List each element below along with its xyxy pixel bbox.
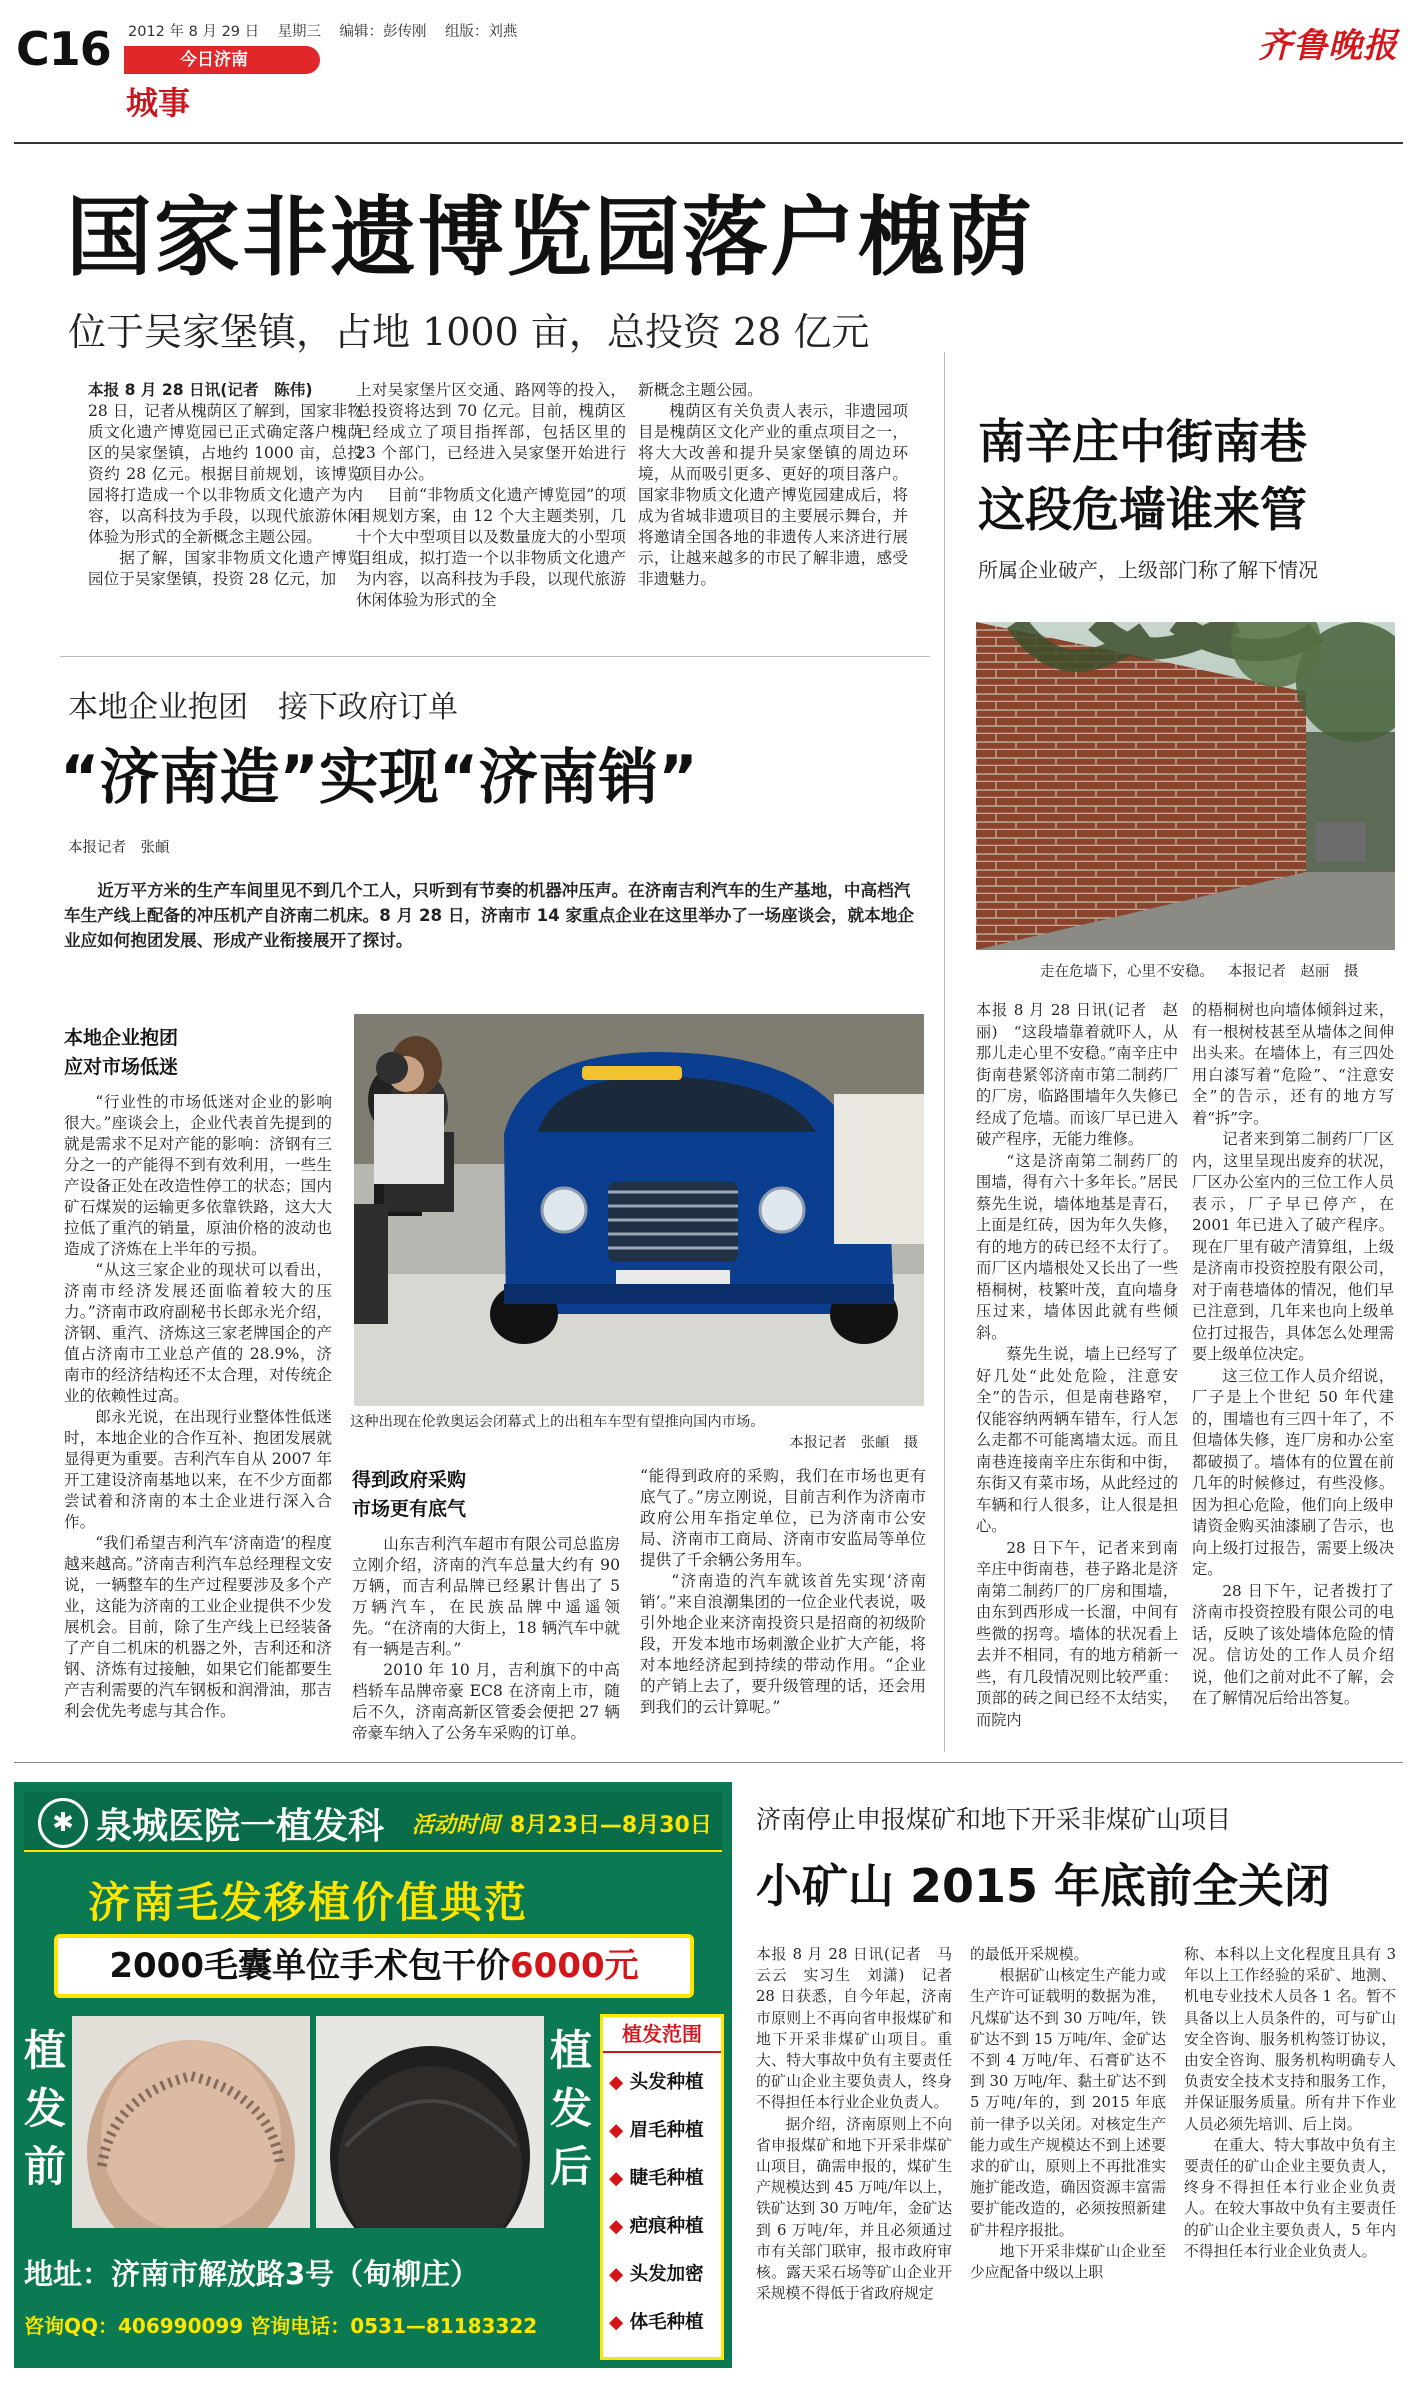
story2-para: 郎永光说，在出现行业整体性低迷时，本地企业的合作互补、抱团发展就显得更为重要。吉利汽车自从 2007 年开工建设济南基地以来，在不少方面都尝试着和济南的本土企业进行深入合作。 — [64, 1408, 332, 1531]
diamond-bullet-icon: ◆ — [609, 2264, 630, 2285]
layout-editor: 组版：刘燕 — [444, 24, 518, 40]
before-photo — [72, 2016, 310, 2228]
weekday: 星期三 — [277, 24, 322, 40]
story2-subhead-1b: 应对市场低迷 — [64, 1056, 179, 1078]
story3-para: 的梧桐树也向墙体倾斜过来，有一根树枝甚至从墙体之间伸出头来。在墙体上，有三四处用白漆写着“危险”、“注意安全”的告示，还有的地方写着“拆”字。 — [1192, 1001, 1394, 1127]
story4-para: 的最低开采规模。 — [970, 1946, 1089, 1963]
story2-kicker: 本地企业抱团 接下政府订单 — [68, 690, 458, 725]
ad-scope-panel — [600, 2014, 724, 2360]
ad-event-label: 活动时间 — [412, 1813, 501, 1838]
ad-scope-item — [603, 2059, 721, 2107]
story2-byline: 本报记者 张頔 — [68, 840, 170, 856]
story2-para: “行业性的市场低迷对企业的影响很大。”座谈会上，企业代表首先提到的就是需求不足对产能的影响：济钢有三分之一的产能得不到有效利用，一些生产设备正处在改造性停工的状态；国内矿石煤炭的运输更多依靠铁路，这大大拉低了重汽的销量，原油价格的波动也造成了济炼在上半年的亏损。 — [64, 1093, 332, 1258]
story2-subhead-2a: 得到政府采购 — [352, 1469, 467, 1491]
story2-lead — [64, 878, 924, 978]
story2-col2 — [352, 1466, 620, 1748]
car-photo-caption-text: 这种出现在伦敦奥运会闭幕式上的出租车车型有望推向国内市场。 — [350, 1414, 765, 1430]
ad-scope-item — [603, 2203, 721, 2251]
story2-subhead-1a: 本地企业抱团 — [64, 1027, 179, 1049]
story2-para: 2010 年 10 月，吉利旗下的中高档轿车品牌帝豪 EC8 在济南上市，随后不久，济南高新区管委会便把 27 辆帝豪车纳入了公务车采购的订单。 — [352, 1661, 620, 1742]
newspaper-logo: 齐鲁晚报 — [1258, 26, 1398, 66]
story1-para: 槐荫区有关负责人表示，非遗园项目是槐荫区文化产业的重点项目之一，将大大改善和提升吴家堡镇的周边环境，从而吸引更多、更好的项目落户。国家非物质文化遗产博览园建成后，将成为省城非遗项目的主要展示舞台，并将邀请全国各地的非遗传人来济进行展示，让越来越多的市民了解非遗，感受非遗魅力。 — [638, 402, 908, 588]
masthead — [0, 0, 1417, 140]
ad-before-label: 植发前 — [23, 2026, 66, 2191]
ad-scope-item-label: 疤痕种植 — [629, 2216, 704, 2237]
story1-para: 上对吴家堡片区交通、路网等的投入，总投资将达到 70 亿元。目前，槐荫区已经成立了项目指挥部，包括区里的 23 个部门，已经进入吴家堡开始进行项目办公。 — [356, 381, 626, 483]
story1-para: 目前“非物质文化遗产博览园”的项目规划方案，由 12 个大主题类别，几十个大中型项目以及数量庞大的小型项目组成，拟打造一个以非物质文化遗产为内容，以高科技为手段，以现代旅游休闲体验为形式的全 — [356, 486, 626, 609]
car-photo — [354, 1014, 924, 1406]
car-photo-caption — [350, 1412, 930, 1454]
story3-para: 记者来到第二制药厂厂区内，这里呈现出废弃的状况，厂区办公室内的三位工作人员表示，厂子早已停产，在 2001 年已进入了破产程序。现在厂里有破产清算组，上级是济南市投资控股有限公司，对于南巷墙体的情况，他们早已注意到，几年来也向上级单位打过报告，具体怎么处理需要上级单位决定。 — [1192, 1130, 1394, 1363]
story1-para: 28 日，记者从槐荫区了解到，国家非物质文化遗产博览园已正式确定落户槐荫区的吴家堡镇，占地约 1000 亩，总投资约 28 亿元。根据目前规划，该博览园将打造成一个以非物质文化遗产为内容，以高科技为手段，以现代旅游休闲体验为形式的全新概念主题公园。 — [88, 402, 363, 546]
story2-subhead-2b: 市场更有底气 — [352, 1498, 467, 1520]
story3-col1 — [976, 1000, 1178, 1746]
story4-para: 本报 8 月 28 日讯(记者 马云云 实习生 刘潇) 记者 28 日获悉，自今年起，济南市原则上不再向省申报煤矿和地下开采非煤矿山项目。重大、特大事故中负有主要责任的矿山企业主要负责人，终身不得担任本行业企业负责人。 — [756, 1946, 952, 2112]
story4-para: 据介绍，济南原则上不向省申报煤矿和地下开采非煤矿山项目，确需申报的，煤矿生产规模达到 45 万吨/年以上，铁矿达到 30 万吨/年，金矿达到 6 万吨/年，并且必须通过市有关部门联审，报市政府审核。露天采石场等矿山企业开采规模不得低于省政府规定 — [756, 2115, 952, 2303]
story1-byline: 本报 8 月 28 日讯(记者 陈伟) — [88, 381, 313, 399]
ad-scope-item — [603, 2251, 721, 2299]
ad-contact: 咨询QQ：406990099 咨询电话：0531—81183322 — [24, 2314, 538, 2338]
page-number: C16 — [16, 22, 111, 76]
story4-para: 称、本科以上文化程度且具有 3 年以上工作经验的采矿、地测、机电专业技术人员各 1 名。暂不具备以上人员条件的，可与矿山安全咨询、服务机构签订协议，由安全咨询、服务机构明确专人负责安全技术支持和服务工作，并保证服务质量。所有井下作业人员必须先培训、后上岗。 — [1184, 1946, 1396, 2133]
story1-subhead: 位于吴家堡镇，占地 1000 亩，总投资 28 亿元 — [68, 310, 870, 354]
story2-para: “能得到政府的采购，我们在市场也更有底气了。”房立刚说，目前吉利作为济南市政府公用车指定单位，已为济南市公安局、济南市工商局、济南市安监局等单位提供了千余辆公务用车。 — [640, 1467, 926, 1569]
after-photo-image — [316, 2016, 544, 2228]
story2-para: “从这三家企业的现状可以看出，济南市经济发展还面临着较大的压力。”济南市政府副秘书长郎永光介绍，济钢、重汽、济炼这三家老牌国企的产值占济南市工业总产值的 28.9%，济南市的经济结构还不太合理，对传统企业的依赖性过高。 — [64, 1261, 332, 1405]
ad-after-label: 植发后 — [549, 2026, 592, 2191]
story2-col3 — [640, 1466, 926, 1748]
diamond-bullet-icon: ◆ — [609, 2168, 630, 2189]
story4-para: 根据矿山核定生产能力或生产许可证载明的数据为准，凡煤矿达不到 30 万吨/年，铁矿达不到 15 万吨/年、金矿达不到 4 万吨/年、石膏矿达不到 30 万吨/年、黏土矿达不到 5 万吨/年的，到 2015 年底前一律予以关闭。对核定生产能力或生产规模达不到上述要求的矿山，原则上不再批准实施扩能改造，确因资源丰富需要扩能改造的，必须按照新建矿井程序报批。 — [970, 1967, 1166, 2239]
story1-divider — [944, 352, 945, 1752]
story3-headline-line1: 南辛庄中街南巷 — [978, 415, 1307, 470]
story2-lead-text: 近万平方米的生产车间里见不到几个工人，只听到有节奏的机器冲压声。在济南吉利汽车的生产基地，中高档汽车生产线上配备的冲压机产自济南二机床。8 月 28 日，济南市 14 家重点企业在这里举办了一场座谈会，就本地企业应如何抱团发展、形成产业衔接展开了探讨。 — [64, 881, 914, 950]
story2-col1 — [64, 1024, 332, 1748]
ad-scope-item-label: 头发加密 — [629, 2264, 704, 2285]
story2-para: “我们希望吉利汽车‘济南造’的程度越来越高。”济南吉利汽车总经理程文安说，一辆整车的生产过程要涉及多个产业，这能为济南的工业企业提供不少发展机会。目前，除了生产线上已经装备了产自二机床的机器之外，吉利还和济钢、济炼有过接触，如果它们能都要生产吉利需要的汽车钢板和润滑油，那吉利会优先考虑与其合作。 — [64, 1534, 332, 1720]
story2-headline: “济南造”实现“济南销” — [60, 743, 698, 813]
story1-col3 — [638, 380, 908, 626]
story4-col3 — [1184, 1944, 1396, 2376]
diamond-bullet-icon: ◆ — [609, 2216, 630, 2237]
wall-photo — [976, 622, 1395, 950]
story3-para: 28 日下午，记者拨打了济南市投资控股有限公司的电话，反映了该处墙体危险的情况。信访处的工作人员介绍说，他们之前对此不了解，会在了解情况后给出答复。 — [1192, 1581, 1394, 1707]
story1-para: 新概念主题公园。 — [638, 381, 763, 399]
hospital-logo-icon: ✱ — [38, 1798, 88, 1848]
ad-event-dates: 8月23日—8月30日 — [510, 1813, 712, 1838]
story3-para: 28 日下午，记者来到南辛庄中街南巷，巷子路北是济南第二制药厂的厂房和围墙，由东到西形成一长溜，中间有些微的拐弯。墙体的状况看上去并不相同，有的地方稍新一些，有几段情况则比较严重：顶部的砖之间已经不太结实，而院内 — [976, 1538, 1178, 1729]
story3-para: “这是济南第二制药厂的围墙，得有六十多年长。”居民蔡先生说，墙体地基是青石，上面是红砖，因为年久失修，有的地方的砖已经不太行了。而厂区内墙根处又长出了一些梧桐树，枝繁叶茂，直向墙身压过来，墙体因此就有些倾斜。 — [976, 1151, 1178, 1342]
story1-para: 据了解，国家非物质文化遗产博览园位于吴家堡镇，投资 28 亿元，加 — [88, 549, 363, 588]
story2-top-rule — [60, 656, 930, 657]
wall-photo-image — [976, 622, 1395, 950]
ad-scope-item — [603, 2155, 721, 2203]
story4-col1 — [756, 1944, 952, 2376]
story3-subhead: 所属企业破产，上级部门称了解下情况 — [978, 558, 1318, 582]
wall-photo-caption-text: 走在危墙下，心里不安稳。 — [1040, 964, 1214, 980]
story3-headline-line2: 这段危墙谁来管 — [978, 483, 1307, 538]
ad-scope-item-label: 体毛种植 — [629, 2312, 704, 2333]
diamond-bullet-icon: ◆ — [609, 2072, 630, 2093]
ad-scope-item-label: 头发种植 — [629, 2072, 704, 2093]
before-photo-image — [72, 2016, 310, 2228]
ad-scope-item — [603, 2107, 721, 2155]
story3-para: 蔡先生说，墙上已经写了好几处“此处危险，注意安全”的告示，但是南巷路窄，仅能容纳两辆车错车，行人怎么走都不可能离墙太远。而且南巷连接南辛庄东街和中街，东街又有菜市场，从此经过的车辆和行人很多，让人很是担心。 — [976, 1345, 1178, 1535]
hospital-ad — [14, 1782, 732, 2368]
section-title: 城事 — [126, 84, 191, 122]
issue-date: 2012 年 8 月 29 日 — [128, 24, 260, 40]
wall-photo-credit: 本报记者 赵丽 摄 — [1227, 964, 1359, 980]
story4-para: 地下开采非煤矿山企业至少应配备中级以上职 — [970, 2242, 1166, 2282]
story3-para: 这三位工作人员介绍说，厂子是上个世纪 50 年代建的，围墙也有三四十年了，不但墙体失修，连厂房和办公室都破损了。墙体有的位置在前几年的时候修过，有些没修。因为担心危险，他们向上级申请资金购买油漆刷了告示，也向上级打过报告，需要上级决定。 — [1192, 1366, 1394, 1578]
ad-scope-item — [603, 2299, 721, 2347]
ad-price: 6000元 — [510, 1946, 639, 1986]
ad-price-prefix: 2000毛囊单位手术包干价 — [109, 1946, 510, 1986]
story4-para: 在重大、特大事故中负有主要责任的矿山企业主要负责人，终身不得担任本行业企业负责人。在较大事故中负有主要责任的矿山企业主要负责人，5 年内不得担任本行业企业负责人。 — [1184, 2136, 1396, 2260]
ad-slogan: 济南毛发移植价值典范 — [88, 1878, 529, 1927]
date-line — [128, 20, 517, 41]
diamond-bullet-icon: ◆ — [609, 2120, 630, 2141]
masthead-rule — [14, 142, 1403, 144]
story2-para: 山东吉利汽车超市有限公司总监房立刚介绍，济南的汽车总量大约有 90 万辆，而吉利品牌已经累计售出了 5 万辆汽车，在民族品牌中遥遥领先。“在济南的大街上，18 辆汽车中就有一辆是吉利。” — [352, 1535, 620, 1658]
story2-para: “济南造的汽车就该首先实现‘济南销’。”来自浪潮集团的一位企业代表说，吸引外地企业来济南投资只是招商的初级阶段，开发本地市场刺激企业扩大产能，将对本地经济起到持续的带动作用。“企业的产销上去了，要升级管理的话，还会用到我们的云计算呢。” — [640, 1572, 926, 1716]
story3-para: 本报 8 月 28 日讯(记者 赵丽) “这段墙靠着就吓人，从那儿走心里不安稳。”南辛庄中街南巷紧邻济南市第二制药厂的厂房，临路围墙年久失修已经成了危墙。而该厂早已进入破产程序，无能力维修。 — [976, 1001, 1178, 1148]
ad-scope-list — [603, 2053, 721, 2347]
ad-scope-item-label: 睫毛种植 — [629, 2168, 704, 2189]
ad-scope-title: 植发范围 — [603, 2017, 721, 2053]
ad-price-banner — [54, 1934, 694, 1998]
diamond-bullet-icon: ◆ — [609, 2312, 630, 2333]
story4-headline: 小矿山 2015 年底前全关闭 — [756, 1859, 1331, 1913]
car-photo-image — [354, 1014, 924, 1406]
editor: 编辑：彭传刚 — [339, 24, 427, 40]
after-photo — [316, 2016, 544, 2228]
ad-hospital-name: 泉城医院一植发科 — [96, 1806, 385, 1847]
story1-col1 — [88, 380, 363, 626]
wall-photo-caption — [1040, 962, 1400, 983]
ad-address: 地址：济南市解放路3号（甸柳庄） — [24, 2257, 480, 2291]
lower-section-rule — [14, 1762, 1403, 1763]
car-photo-credit: 本报记者 张頔 摄 — [789, 1435, 918, 1451]
story3-col2 — [1192, 1000, 1394, 1746]
story1-headline: 国家非遗博览园落户槐荫 — [66, 188, 1034, 288]
story4-kicker: 济南停止申报煤矿和地下开采非煤矿山项目 — [756, 1805, 1232, 1834]
story4-col2 — [970, 1944, 1166, 2376]
section-tag: 今日济南 — [124, 46, 320, 74]
ad-scope-item-label: 眉毛种植 — [629, 2120, 704, 2141]
story1-col2 — [356, 380, 626, 626]
